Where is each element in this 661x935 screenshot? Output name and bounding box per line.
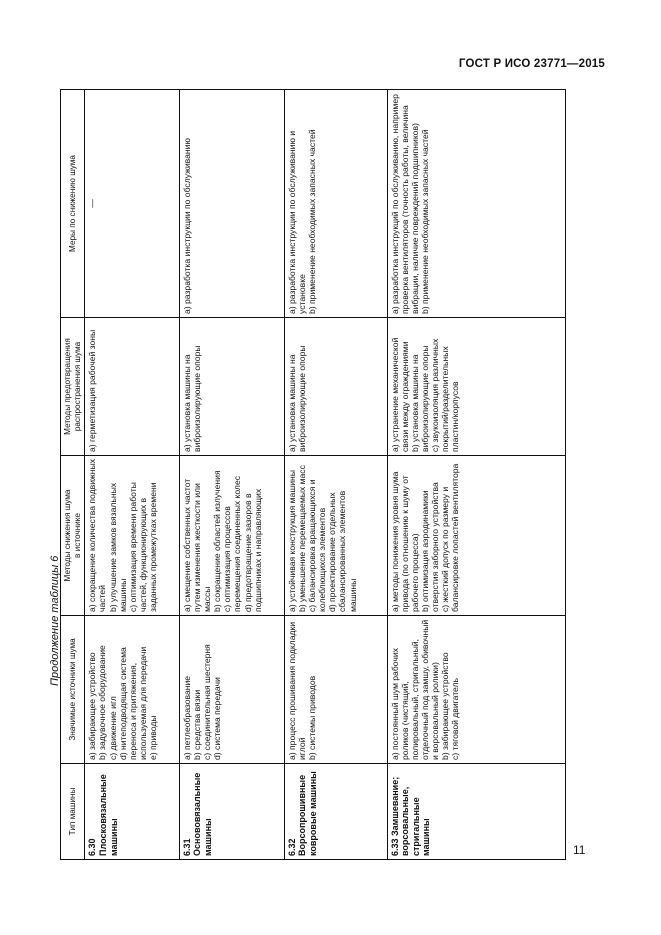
cell-line: а) процесс прошивания подкладки иглой xyxy=(286,621,307,760)
table-row xyxy=(85,90,179,860)
cell-line: e) приводы xyxy=(148,715,159,760)
table-header-row xyxy=(61,90,85,860)
cell-line: c) оптимизация времени работы частей, функционирующих в заданных промежутках времени xyxy=(127,482,159,612)
cell-line: b) системы приводов xyxy=(307,675,317,760)
cell-line: b) применение необходимых запасных частей xyxy=(419,129,430,314)
cell-line: d) предотвращение зазоров в подшипниках и направляющих xyxy=(242,488,263,612)
source-methods-cell xyxy=(179,456,284,616)
cell-line: а) устойчивая конструкция машины xyxy=(286,470,297,612)
source-methods-cell xyxy=(85,456,179,616)
cell-line: b) сокращение областей излучения xyxy=(212,470,223,612)
cell-line: а) смещение собственных частот путем изменения жесткости или массы xyxy=(181,478,213,612)
cell-line: d) система передачи xyxy=(212,677,223,760)
cell-line: а) герметизация рабочей зоны xyxy=(87,329,98,452)
prevention-methods-cell xyxy=(387,318,565,456)
measures-cell xyxy=(284,90,387,318)
cell-line: а) разработка инструкций по обслуживанию, например проверка вентиляторов (точность работы, величина вибрации, наличие повреждений подшипников) xyxy=(389,94,420,314)
cell-line: а) сокращение количества подвижных частей xyxy=(87,459,108,612)
cell-line: а) установка машины на виброизолирующие опоры xyxy=(286,345,307,452)
cell-line: а) разработка инструкции по обслуживанию и установке xyxy=(286,130,307,314)
cell-line: c) соединительная шестерня xyxy=(202,644,213,760)
cell-line: а) установка машины на виброизолирующие опоры xyxy=(181,345,202,452)
col-header-source-methods: Методы снижения шума в источнике xyxy=(61,456,85,616)
cell-line: b) задувочное оборудование xyxy=(97,645,108,760)
col-header-measures: Меры по снижению шума xyxy=(61,90,85,318)
cell-line: c) оптимизация процессов перемещения соединенных колес xyxy=(222,475,243,612)
cell-line: b) установка машины на виброизолирующие опоры xyxy=(409,345,430,452)
cell-line: а) забирающее устройство xyxy=(87,652,98,760)
prevention-methods-cell xyxy=(284,318,387,456)
sources-cell xyxy=(387,616,565,764)
cell-line: d) нитеподводящая система переноса и притяжения, используемая для передачи xyxy=(117,646,149,760)
cell-line: а) методы понижения уровня шума привода (по отношению к шуму от рабочего процесса) xyxy=(389,471,420,612)
document-id: ГОСТ Р ИСО 23771—2015 xyxy=(458,58,605,70)
prevention-methods-cell xyxy=(85,318,179,456)
col-header-prevention-methods: Методы предотвращения распространения шума xyxy=(61,318,85,456)
cell-line: c) балансировка вращающихся и колеблющихся элементов xyxy=(307,479,328,612)
sources-cell xyxy=(85,616,179,764)
cell-line: b) улучшение замков вязальных машины xyxy=(107,482,128,612)
cell-line: b) средства вязки xyxy=(191,689,202,760)
table-row xyxy=(284,90,387,860)
table-row xyxy=(387,90,565,860)
cell-line: b) оптимизация аэродинамики отверстия заборного устройства xyxy=(419,482,441,612)
cell-line: а) постоянный шум рабочих роликов (чистящий, полировальный, стригальный, отделочный под замшу, обивочный и ворсовальный ролики) xyxy=(389,619,441,760)
page-number: 11 xyxy=(573,843,586,857)
source-methods-cell xyxy=(387,456,565,616)
col-header-sources: Значимые источники шума xyxy=(61,616,85,764)
cell-line: а) разработка инструкции по обслуживанию xyxy=(181,138,192,314)
cell-line: d) проектирование отдельных сбалансированных элементов машины xyxy=(327,490,358,612)
cell-line: c) движение игл xyxy=(107,696,118,760)
machine-type-cell: 6.32 Ворсопрошивные ковровые машины xyxy=(284,764,387,860)
cell-line: — xyxy=(87,199,98,208)
cell-line: c) жесткий допуск по размеру и балансировке лопастей вентилятора xyxy=(440,463,461,612)
noise-table xyxy=(60,89,566,860)
measures-cell xyxy=(85,90,179,318)
cell-line: b) забирающее устройство xyxy=(440,652,451,760)
measures-cell xyxy=(387,90,565,318)
cell-line: c) звукоизоляция различных покрытий/разделительных пластин/корпусов xyxy=(430,338,461,452)
source-methods-cell xyxy=(284,456,387,616)
prevention-methods-cell xyxy=(179,318,284,456)
sources-cell xyxy=(179,616,284,764)
cell-line: а) петлеобразование xyxy=(181,675,192,760)
table-row xyxy=(179,90,284,860)
cell-line: c) тяговой двигатель xyxy=(450,677,461,760)
machine-type-cell: 6.33 Замшевание; ворсовальные, стригальные машины xyxy=(387,764,565,860)
sources-cell xyxy=(284,616,387,764)
cell-line: b) уменьшение перемещаемых масс xyxy=(296,465,307,612)
machine-type-cell: 6.31 Основовязальные машины xyxy=(179,764,284,860)
table-caption: Продолжение таблицы 6 xyxy=(49,555,61,686)
cell-line: b) применение необходимых запасных частей xyxy=(307,129,317,314)
col-header-machine-type: Тип машины xyxy=(61,764,85,860)
machine-type-cell: 6.30 Плосковязальные машины xyxy=(85,764,179,860)
rotated-table-wrapper xyxy=(60,90,566,860)
measures-cell xyxy=(179,90,284,318)
cell-line: а) устранение механической связи между ограждениями xyxy=(389,337,410,452)
